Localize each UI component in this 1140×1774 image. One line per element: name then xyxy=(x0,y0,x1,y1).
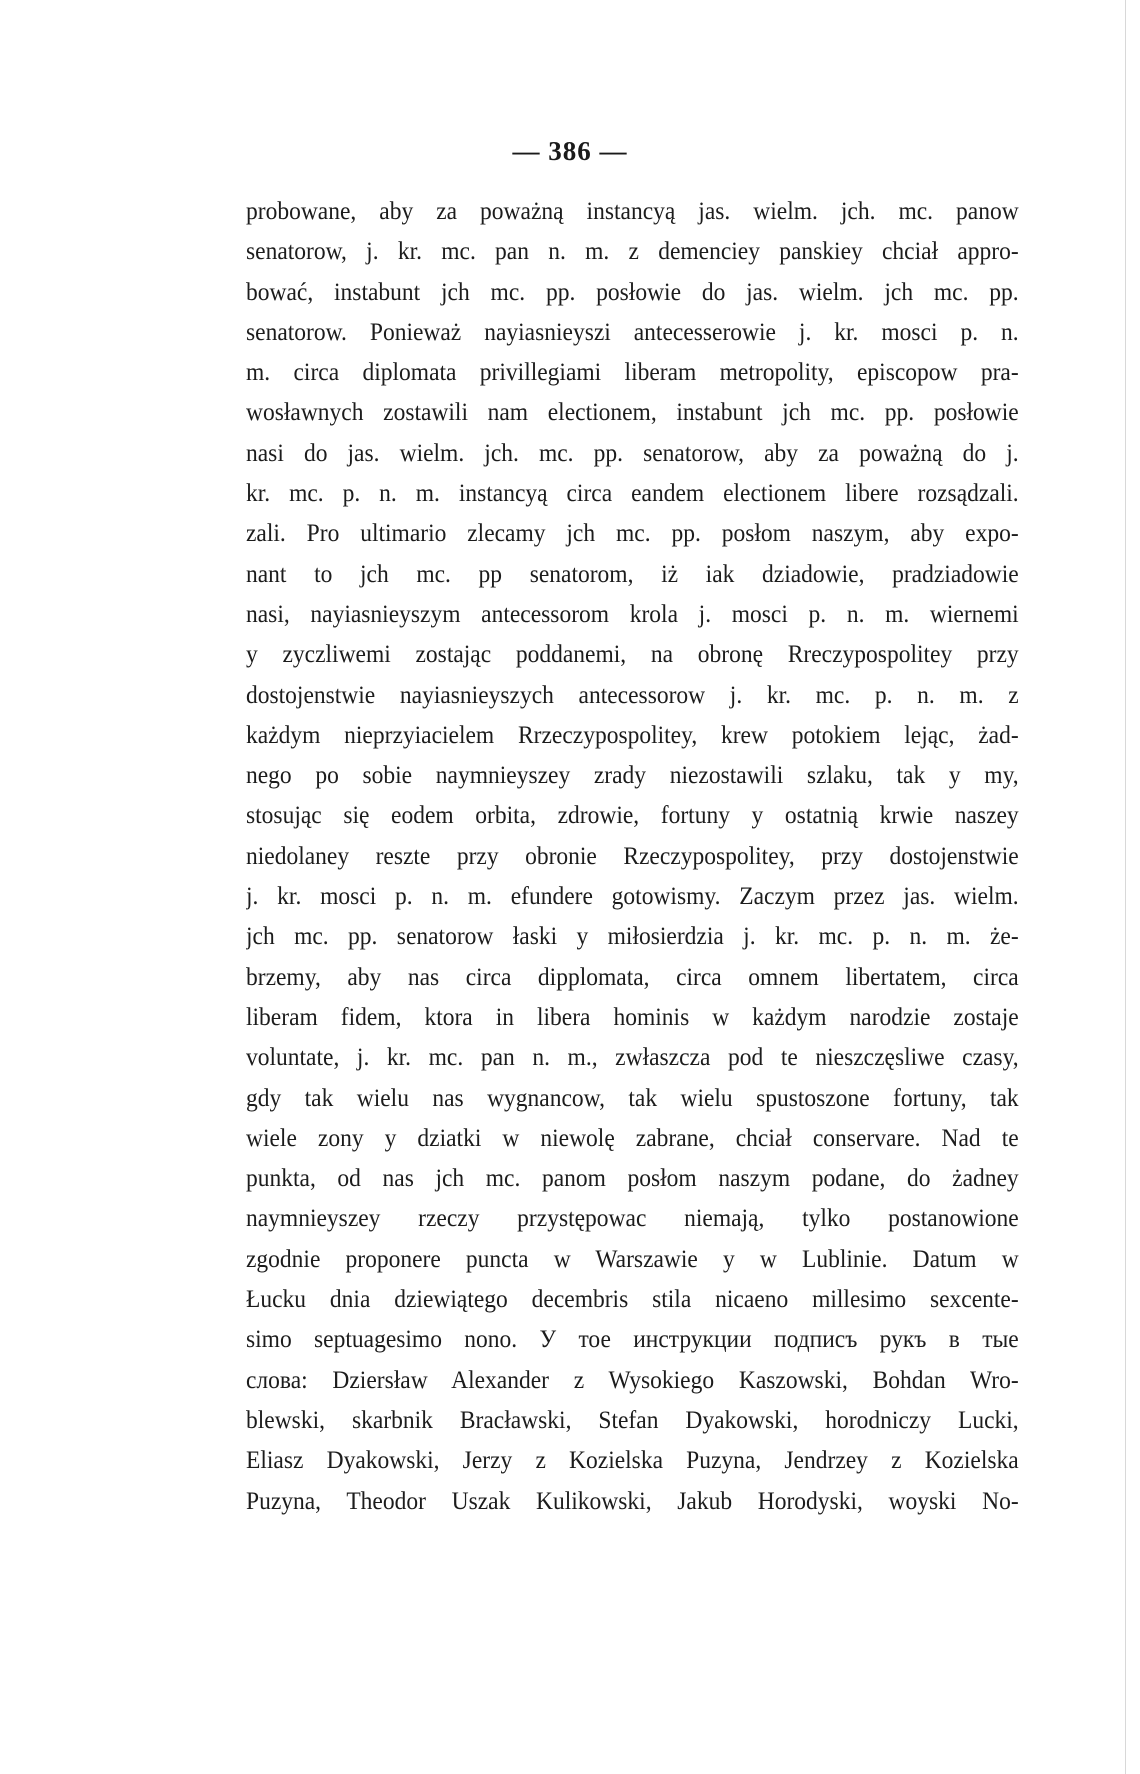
page-number: — 386 — xyxy=(512,136,628,166)
text-line: stosując się eodem orbita, zdrowie, fortuny y ostatnią krwie naszey xyxy=(246,802,1019,830)
text-line: dostojenstwie nayiasnieyszych antecessorow j. kr. mc. p. n. m. z xyxy=(246,681,1019,709)
text-line: liberam fidem, ktora in libera hominis w każdym narodzie zostaje xyxy=(246,1003,1019,1031)
text-line: senatorow, j. kr. mc. pan n. m. z demenciey panskiey chciał appro- xyxy=(246,238,1019,266)
text-line: kr. mc. p. n. m. instancyą circa eandem electionem libere rozsądzali. xyxy=(246,480,1019,508)
text-line: Puzyna, Theodor Uszak Kulikowski, Jakub Horodyski, woyski No- xyxy=(246,1487,1019,1515)
text-line: probowane, aby za poważną instancyą jas. wielm. jch. mc. panow xyxy=(246,198,1019,225)
text-line: m. circa diplomata privillegiami liberam metropolity, episcopow pra- xyxy=(246,359,1019,387)
text-line: y zyczliwemi zostając poddanemi, na obronę Rreczypospolitey przy xyxy=(246,641,1019,669)
scan-edge-line xyxy=(1125,0,1126,1774)
text-line: nasi, nayiasnieyszym antecessorom krola j. mosci p. n. m. wiernemi xyxy=(246,600,1019,628)
text-line: punkta, od nas jch mc. panom posłom naszym podane, do żadney xyxy=(246,1165,1019,1193)
text-line: bować, instabunt jch mc. pp. posłowie do jas. wielm. jch mc. pp. xyxy=(246,278,1019,306)
text-line: każdym nieprzyiacielem Rrzeczypospolitey, krew potokiem lejąc, żad- xyxy=(246,721,1019,749)
text-line: nant to jch mc. pp senatorom, iż iak dziadowie, pradziadowie xyxy=(246,560,1019,588)
text-line: nasi do jas. wielm. jch. mc. pp. senatorow, aby za poważną do j. xyxy=(246,439,1019,467)
text-line: naymnieyszey rzeczy przystępowac niemają, tylko postanowione xyxy=(246,1205,1019,1233)
text-line: wiele zony y dziatki w niewolę zabrane, chciał conservare. Nad te xyxy=(246,1124,1019,1152)
text-line: wosławnych zostawili nam electionem, instabunt jch mc. pp. posłowie xyxy=(246,399,1019,427)
text-line: Eliasz Dyakowski, Jerzy z Kozielska Puzyna, Jendrzey z Kozielska xyxy=(246,1447,1019,1475)
text-line: niedolaney reszte przy obronie Rzeczypospolitey, przy dostojenstwie xyxy=(246,842,1019,870)
text-line: zgodnie proponere puncta w Warszawie y w Lublinie. Datum w xyxy=(246,1245,1019,1273)
text-line: voluntate, j. kr. mc. pan n. m., zwłaszcza pod te nieszczęsliwe czasy, xyxy=(246,1044,1019,1072)
text-line: brzemy, aby nas circa dipplomata, circa omnem libertatem, circa xyxy=(246,963,1019,991)
text-line: j. kr. mosci p. n. m. efundere gotowismy. Zaczym przez jas. wielm. xyxy=(246,883,1019,911)
text-line: Łucku dnia dziewiątego decembris stila nicaeno millesimo sexcente- xyxy=(246,1286,1019,1314)
text-line: gdy tak wielu nas wygnancow, tak wielu spustoszone fortuny, tak xyxy=(246,1084,1019,1112)
text-line: слова: Dziersław Alexander z Wysokiego Kaszowski, Bohdan Wro- xyxy=(246,1366,1019,1394)
text-line: senatorow. Ponieważ nayiasnieyszi antecesserowie j. kr. mosci p. n. xyxy=(246,318,1019,346)
text-line: blewski, skarbnik Bracławski, Stefan Dyakowski, horodniczy Lucki, xyxy=(246,1406,1019,1434)
text-line: nego po sobie naymnieyszey zrady niezostawili szlaku, tak y my, xyxy=(246,762,1019,790)
body-text xyxy=(246,192,1019,1522)
text-line: zali. Pro ultimario zlecamy jch mc. pp. posłom naszym, aby expo- xyxy=(246,520,1019,548)
text-line: simo septuagesimo nono. У тое инструкции подписъ рукъ в тые xyxy=(246,1326,1019,1354)
text-line: jch mc. pp. senatorow łaski y miłosierdzia j. kr. mc. p. n. m. że- xyxy=(246,923,1019,951)
